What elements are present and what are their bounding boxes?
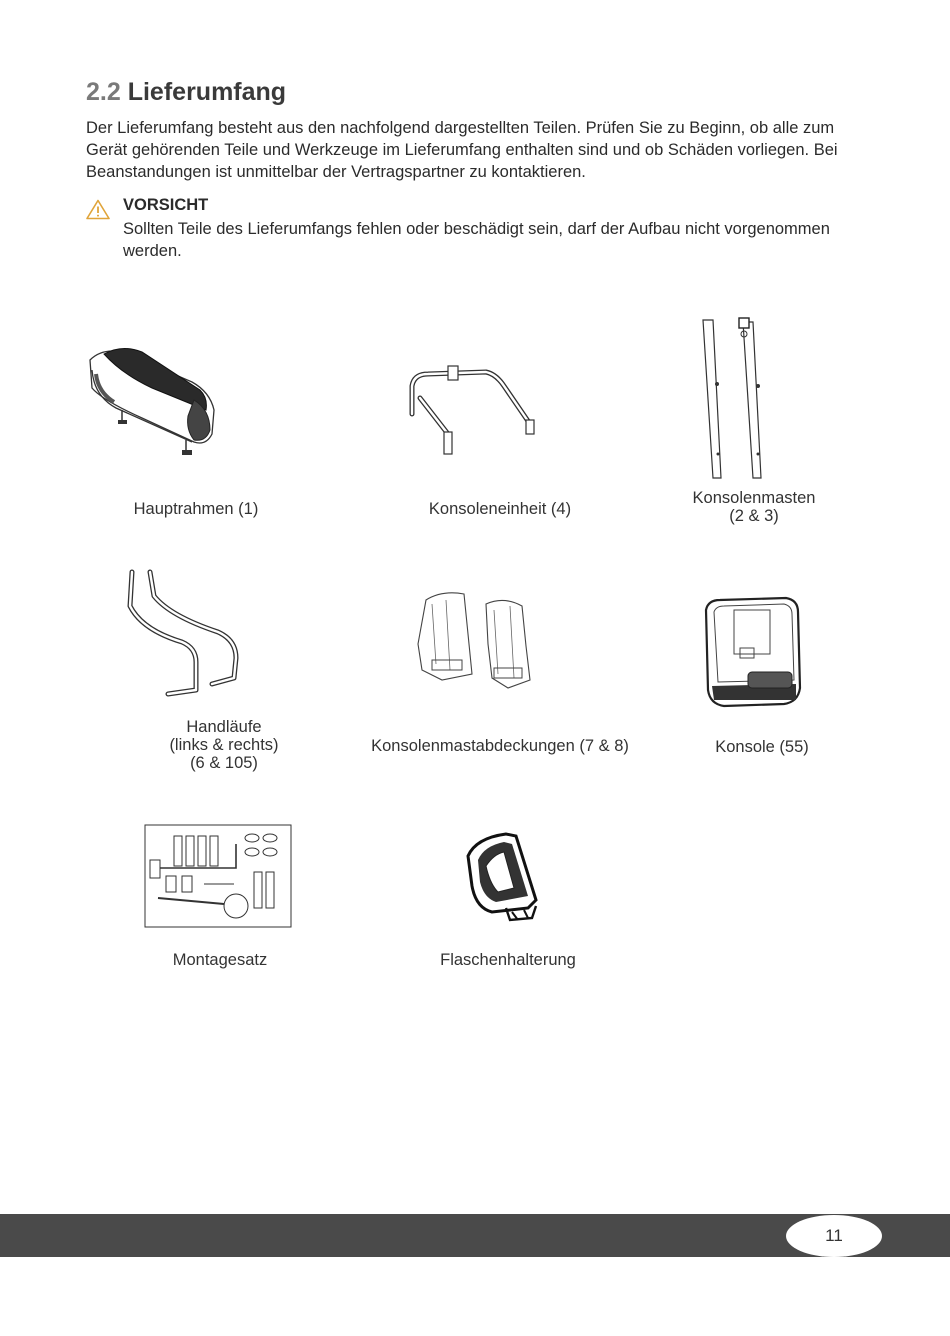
mast-covers-drawing: [412, 584, 536, 694]
handrails-drawing: [124, 566, 246, 698]
intro-paragraph: Der Lieferumfang besteht aus den nachfolgend dargestellten Teilen. Prüfen Sie zu Beginn, ob alle zum Gerät gehörenden Teile und Werkzeuge im Lieferumfang enthalten sind und ob Schäden vorliegen. Bei Beanstandungen ist unmittelbar der Vertragspartner zu kontaktieren.: [86, 119, 838, 181]
part-hardware-kit-label: Montagesatz: [172, 951, 268, 969]
part-console-unit-label: Konsoleneinheit (4): [428, 500, 572, 518]
part-handrails-label: Handläufe (links & rechts) (6 & 105): [169, 718, 279, 772]
caution-title: VORSICHT: [123, 196, 209, 214]
treadmill-frame-drawing: [82, 330, 222, 460]
section-number: 2.2: [86, 78, 121, 106]
console-bar-drawing: [400, 362, 540, 462]
section-title: Lieferumfang: [127, 78, 287, 106]
warning-triangle-icon: [86, 199, 110, 220]
hardware-kit-drawing: [144, 824, 292, 928]
page-number: 11: [786, 1215, 882, 1257]
part-main-frame-label: Hauptrahmen (1): [133, 500, 259, 518]
part-bottle-holder-label: Flaschenhalterung: [440, 951, 576, 969]
section-heading: [86, 78, 286, 107]
caution-text: Sollten Teile des Lieferumfangs fehlen oder beschädigt sein, darf der Aufbau nicht vorgenommen werden.: [123, 220, 830, 260]
console-masts-drawing: [695, 314, 785, 484]
part-console-label: Konsole (55): [715, 738, 809, 756]
bottle-holder-drawing: [462, 828, 542, 924]
console-drawing: [700, 596, 804, 708]
part-console-masts-label: Konsolenmasten (2 & 3): [692, 489, 816, 525]
part-mast-covers-label: Konsolenmastabdeckungen (7 & 8): [371, 737, 629, 755]
